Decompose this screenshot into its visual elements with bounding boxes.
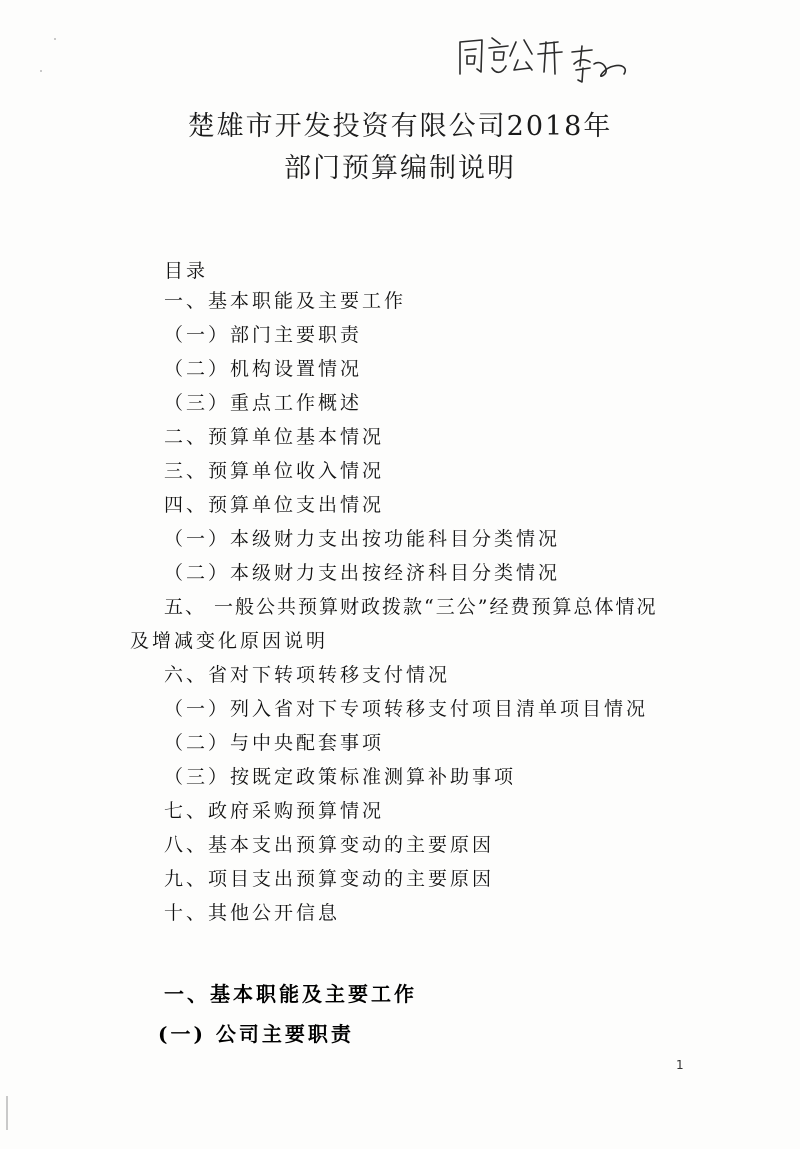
toc-item: （一）列入省对下专项转移支付项目清单项目情况 — [164, 698, 649, 720]
toc-item: 一、基本职能及主要工作 — [164, 290, 407, 312]
scan-edge-mark — [6, 1096, 8, 1130]
section-heading: 一、基本职能及主要工作 — [164, 982, 417, 1006]
toc-item: （二）本级财力支出按经济科目分类情况 — [164, 562, 561, 584]
toc-item: 及增减变化原因说明 — [130, 630, 329, 652]
toc-item: （三）按既定政策标准测算补助事项 — [164, 766, 517, 788]
toc-item: 四、预算单位支出情况 — [164, 494, 385, 516]
page-number: 1 — [676, 1058, 684, 1072]
toc-item: （一）本级财力支出按功能科目分类情况 — [164, 528, 561, 550]
toc-item: 八、基本支出预算变动的主要原因 — [164, 834, 495, 856]
handwritten-signature — [452, 22, 642, 92]
toc-item: 十、其他公开信息 — [164, 902, 341, 924]
document-title-line2: 部门预算编制说明 — [284, 153, 516, 184]
toc-item: 七、政府采购预算情况 — [164, 800, 385, 822]
toc-item: 六、省对下转项转移支付情况 — [164, 664, 451, 686]
toc-item: 九、项目支出预算变动的主要原因 — [164, 868, 495, 890]
toc-heading: 目录 — [164, 260, 209, 282]
toc-item: 二、预算单位基本情况 — [164, 426, 385, 448]
scan-speck — [54, 38, 56, 40]
toc-item: 五、 一般公共预算财政拨款“三公”经费预算总体情况 — [164, 596, 658, 618]
subsection-heading: (一) 公司主要职责 — [158, 1022, 354, 1046]
toc-item: （二）与中央配套事项 — [164, 732, 385, 754]
toc-item: （二）机构设置情况 — [164, 358, 363, 380]
scan-speck — [40, 70, 42, 72]
toc-item: （一）部门主要职责 — [164, 324, 363, 346]
toc-item: 三、预算单位收入情况 — [164, 460, 385, 482]
toc-item: （三）重点工作概述 — [164, 392, 363, 414]
document-title-line1: 楚雄市开发投资有限公司2018年 — [187, 111, 613, 142]
